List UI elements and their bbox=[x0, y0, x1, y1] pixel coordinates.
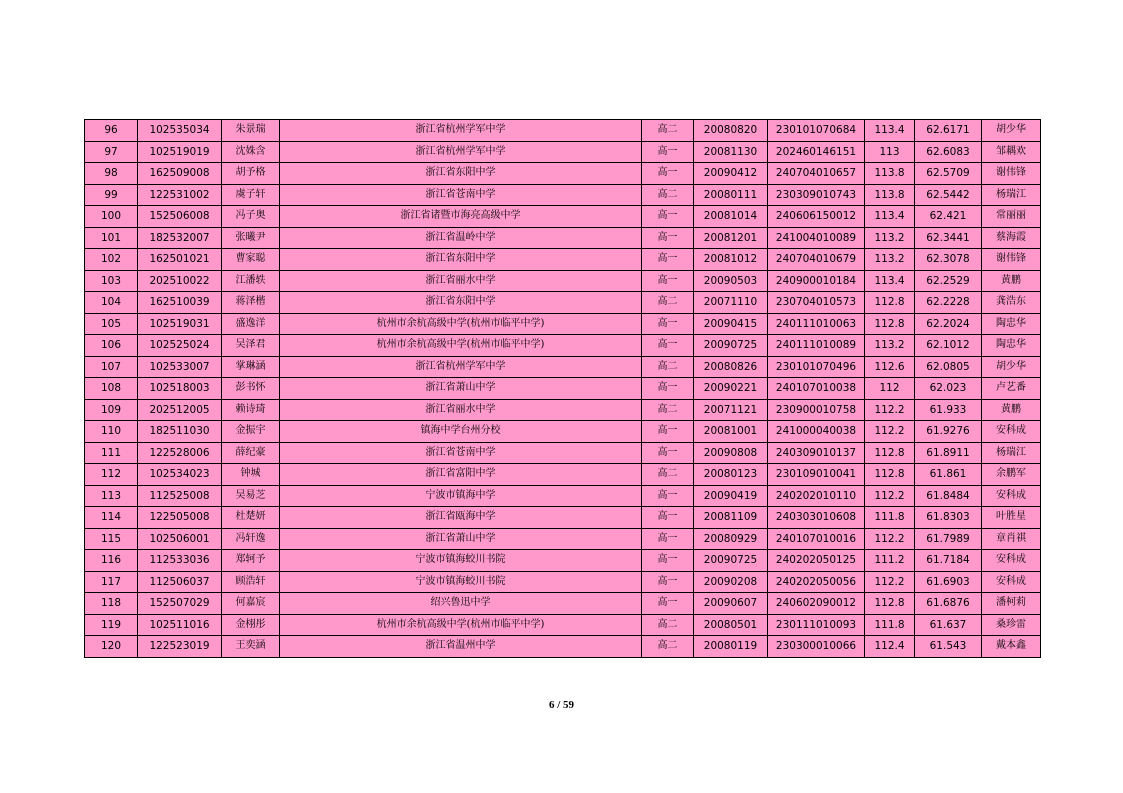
score-cell: 112.8 bbox=[865, 313, 915, 335]
name-cell: 金振宇 bbox=[222, 421, 280, 443]
grade-cell: 高一 bbox=[642, 550, 694, 572]
name-cell: 何嘉宸 bbox=[222, 593, 280, 615]
teacher-cell: 章肖祺 bbox=[982, 528, 1041, 550]
score-cell: 113.4 bbox=[865, 206, 915, 228]
score-cell: 112.2 bbox=[865, 399, 915, 421]
exam-number-cell: 240704010679 bbox=[768, 249, 865, 271]
rank-cell: 105 bbox=[85, 313, 138, 335]
teacher-cell: 卢艺番 bbox=[982, 378, 1041, 400]
score-cell: 113.2 bbox=[865, 249, 915, 271]
name-cell: 冯子奥 bbox=[222, 206, 280, 228]
id-cell: 122528006 bbox=[138, 442, 222, 464]
teacher-cell: 蔡海霞 bbox=[982, 227, 1041, 249]
birthdate-cell: 20090221 bbox=[694, 378, 768, 400]
school-cell: 浙江省杭州学军中学 bbox=[280, 356, 642, 378]
rank-cell: 96 bbox=[85, 120, 138, 142]
grade-cell: 高一 bbox=[642, 141, 694, 163]
school-cell: 杭州市余杭高级中学(杭州市临平中学) bbox=[280, 335, 642, 357]
rank-cell: 109 bbox=[85, 399, 138, 421]
exam-number-cell: 240202050125 bbox=[768, 550, 865, 572]
rank-cell: 120 bbox=[85, 636, 138, 658]
score-cell: 112.8 bbox=[865, 292, 915, 314]
table-body bbox=[85, 120, 1041, 658]
teacher-cell: 余鹏军 bbox=[982, 464, 1041, 486]
exam-number-cell: 241004010089 bbox=[768, 227, 865, 249]
score-cell: 112.2 bbox=[865, 571, 915, 593]
birthdate-cell: 20090208 bbox=[694, 571, 768, 593]
total-score-cell: 61.8303 bbox=[915, 507, 982, 529]
name-cell: 胡予格 bbox=[222, 163, 280, 185]
total-score-cell: 62.6171 bbox=[915, 120, 982, 142]
grade-cell: 高一 bbox=[642, 227, 694, 249]
rank-cell: 110 bbox=[85, 421, 138, 443]
score-cell: 112.6 bbox=[865, 356, 915, 378]
teacher-cell: 谢伟锋 bbox=[982, 163, 1041, 185]
table-row bbox=[85, 485, 1041, 507]
name-cell: 张曦尹 bbox=[222, 227, 280, 249]
birthdate-cell: 20080119 bbox=[694, 636, 768, 658]
grade-cell: 高一 bbox=[642, 507, 694, 529]
birthdate-cell: 20081012 bbox=[694, 249, 768, 271]
name-cell: 王奕涵 bbox=[222, 636, 280, 658]
birthdate-cell: 20081130 bbox=[694, 141, 768, 163]
name-cell: 掌琳涵 bbox=[222, 356, 280, 378]
id-cell: 102535034 bbox=[138, 120, 222, 142]
grade-cell: 高一 bbox=[642, 163, 694, 185]
page-number: 6 / 59 bbox=[548, 699, 575, 711]
teacher-cell: 安科成 bbox=[982, 550, 1041, 572]
teacher-cell: 杨瑞江 bbox=[982, 184, 1041, 206]
table-row bbox=[85, 335, 1041, 357]
school-cell: 浙江省东阳中学 bbox=[280, 292, 642, 314]
total-score-cell: 62.023 bbox=[915, 378, 982, 400]
total-score-cell: 62.5709 bbox=[915, 163, 982, 185]
total-score-cell: 61.6876 bbox=[915, 593, 982, 615]
exam-number-cell: 230111010093 bbox=[768, 614, 865, 636]
table-row bbox=[85, 270, 1041, 292]
teacher-cell: 杨瑞江 bbox=[982, 442, 1041, 464]
table-row bbox=[85, 141, 1041, 163]
exam-number-cell: 202460146151 bbox=[768, 141, 865, 163]
table-row bbox=[85, 227, 1041, 249]
teacher-cell: 邹耦欢 bbox=[982, 141, 1041, 163]
id-cell: 202512005 bbox=[138, 399, 222, 421]
table-row bbox=[85, 636, 1041, 658]
school-cell: 宁波市镇海蛟川书院 bbox=[280, 571, 642, 593]
grade-cell: 高一 bbox=[642, 571, 694, 593]
rank-cell: 112 bbox=[85, 464, 138, 486]
birthdate-cell: 20090415 bbox=[694, 313, 768, 335]
score-cell: 111.8 bbox=[865, 614, 915, 636]
teacher-cell: 龚浩东 bbox=[982, 292, 1041, 314]
table-row bbox=[85, 249, 1041, 271]
school-cell: 杭州市余杭高级中学(杭州市临平中学) bbox=[280, 313, 642, 335]
birthdate-cell: 20090725 bbox=[694, 335, 768, 357]
grade-cell: 高二 bbox=[642, 464, 694, 486]
school-cell: 浙江省东阳中学 bbox=[280, 249, 642, 271]
id-cell: 102519031 bbox=[138, 313, 222, 335]
total-score-cell: 62.3078 bbox=[915, 249, 982, 271]
grade-cell: 高一 bbox=[642, 270, 694, 292]
table-row bbox=[85, 184, 1041, 206]
id-cell: 152507029 bbox=[138, 593, 222, 615]
exam-number-cell: 230109010041 bbox=[768, 464, 865, 486]
exam-number-cell: 230309010743 bbox=[768, 184, 865, 206]
rank-cell: 119 bbox=[85, 614, 138, 636]
score-cell: 112.8 bbox=[865, 593, 915, 615]
exam-number-cell: 240606150012 bbox=[768, 206, 865, 228]
table-row bbox=[85, 399, 1041, 421]
score-cell: 112.8 bbox=[865, 442, 915, 464]
table-row bbox=[85, 356, 1041, 378]
exam-number-cell: 230101070684 bbox=[768, 120, 865, 142]
teacher-cell: 叶胜星 bbox=[982, 507, 1041, 529]
total-score-cell: 62.1012 bbox=[915, 335, 982, 357]
table-row bbox=[85, 120, 1041, 142]
total-score-cell: 62.6083 bbox=[915, 141, 982, 163]
exam-number-cell: 240900010184 bbox=[768, 270, 865, 292]
total-score-cell: 61.9276 bbox=[915, 421, 982, 443]
exam-number-cell: 230101070496 bbox=[768, 356, 865, 378]
name-cell: 薛纪豪 bbox=[222, 442, 280, 464]
birthdate-cell: 20080820 bbox=[694, 120, 768, 142]
score-cell: 112.8 bbox=[865, 464, 915, 486]
school-cell: 镇海中学台州分校 bbox=[280, 421, 642, 443]
id-cell: 162501021 bbox=[138, 249, 222, 271]
teacher-cell: 陶忠华 bbox=[982, 335, 1041, 357]
exam-number-cell: 240202010110 bbox=[768, 485, 865, 507]
id-cell: 102506001 bbox=[138, 528, 222, 550]
exam-number-cell: 240704010657 bbox=[768, 163, 865, 185]
school-cell: 浙江省富阳中学 bbox=[280, 464, 642, 486]
birthdate-cell: 20081014 bbox=[694, 206, 768, 228]
grade-cell: 高二 bbox=[642, 292, 694, 314]
school-cell: 绍兴鲁迅中学 bbox=[280, 593, 642, 615]
score-cell: 111.8 bbox=[865, 507, 915, 529]
id-cell: 112506037 bbox=[138, 571, 222, 593]
exam-number-cell: 240107010038 bbox=[768, 378, 865, 400]
birthdate-cell: 20080826 bbox=[694, 356, 768, 378]
exam-number-cell: 240602090012 bbox=[768, 593, 865, 615]
score-cell: 113.2 bbox=[865, 335, 915, 357]
id-cell: 112533036 bbox=[138, 550, 222, 572]
exam-number-cell: 240107010016 bbox=[768, 528, 865, 550]
rank-cell: 116 bbox=[85, 550, 138, 572]
score-cell: 112.4 bbox=[865, 636, 915, 658]
rank-cell: 102 bbox=[85, 249, 138, 271]
grade-cell: 高二 bbox=[642, 120, 694, 142]
school-cell: 浙江省温州中学 bbox=[280, 636, 642, 658]
grade-cell: 高二 bbox=[642, 636, 694, 658]
rank-cell: 111 bbox=[85, 442, 138, 464]
total-score-cell: 61.6903 bbox=[915, 571, 982, 593]
grade-cell: 高一 bbox=[642, 335, 694, 357]
teacher-cell: 胡少华 bbox=[982, 120, 1041, 142]
school-cell: 宁波市镇海中学 bbox=[280, 485, 642, 507]
table-row bbox=[85, 313, 1041, 335]
table-row bbox=[85, 571, 1041, 593]
total-score-cell: 61.543 bbox=[915, 636, 982, 658]
id-cell: 122523019 bbox=[138, 636, 222, 658]
table-row bbox=[85, 421, 1041, 443]
teacher-cell: 黄鹏 bbox=[982, 399, 1041, 421]
score-cell: 112.2 bbox=[865, 485, 915, 507]
table-row bbox=[85, 464, 1041, 486]
score-cell: 113.8 bbox=[865, 163, 915, 185]
birthdate-cell: 20080123 bbox=[694, 464, 768, 486]
score-cell: 113 bbox=[865, 141, 915, 163]
birthdate-cell: 20090412 bbox=[694, 163, 768, 185]
total-score-cell: 62.0805 bbox=[915, 356, 982, 378]
teacher-cell: 谢伟锋 bbox=[982, 249, 1041, 271]
score-cell: 112.2 bbox=[865, 528, 915, 550]
score-cell: 111.2 bbox=[865, 550, 915, 572]
school-cell: 浙江省瓯海中学 bbox=[280, 507, 642, 529]
name-cell: 吴泽君 bbox=[222, 335, 280, 357]
exam-number-cell: 240202050056 bbox=[768, 571, 865, 593]
name-cell: 江潘轶 bbox=[222, 270, 280, 292]
teacher-cell: 胡少华 bbox=[982, 356, 1041, 378]
rank-cell: 117 bbox=[85, 571, 138, 593]
rank-cell: 115 bbox=[85, 528, 138, 550]
rank-cell: 113 bbox=[85, 485, 138, 507]
id-cell: 182511030 bbox=[138, 421, 222, 443]
grade-cell: 高一 bbox=[642, 206, 694, 228]
total-score-cell: 62.421 bbox=[915, 206, 982, 228]
birthdate-cell: 20090503 bbox=[694, 270, 768, 292]
school-cell: 浙江省温岭中学 bbox=[280, 227, 642, 249]
birthdate-cell: 20090419 bbox=[694, 485, 768, 507]
exam-number-cell: 240111010063 bbox=[768, 313, 865, 335]
grade-cell: 高一 bbox=[642, 378, 694, 400]
birthdate-cell: 20071121 bbox=[694, 399, 768, 421]
birthdate-cell: 20090808 bbox=[694, 442, 768, 464]
name-cell: 郑轲予 bbox=[222, 550, 280, 572]
rank-cell: 107 bbox=[85, 356, 138, 378]
total-score-cell: 62.3441 bbox=[915, 227, 982, 249]
birthdate-cell: 20080501 bbox=[694, 614, 768, 636]
id-cell: 102525024 bbox=[138, 335, 222, 357]
name-cell: 杜楚妍 bbox=[222, 507, 280, 529]
teacher-cell: 安科成 bbox=[982, 485, 1041, 507]
exam-number-cell: 240309010137 bbox=[768, 442, 865, 464]
rank-cell: 104 bbox=[85, 292, 138, 314]
table-row bbox=[85, 593, 1041, 615]
table-row bbox=[85, 378, 1041, 400]
rank-cell: 98 bbox=[85, 163, 138, 185]
birthdate-cell: 20080111 bbox=[694, 184, 768, 206]
table-row bbox=[85, 528, 1041, 550]
grade-cell: 高一 bbox=[642, 421, 694, 443]
school-cell: 浙江省萧山中学 bbox=[280, 378, 642, 400]
score-cell: 113.4 bbox=[865, 120, 915, 142]
table-row bbox=[85, 206, 1041, 228]
id-cell: 102534023 bbox=[138, 464, 222, 486]
total-score-cell: 62.5442 bbox=[915, 184, 982, 206]
teacher-cell: 安科成 bbox=[982, 571, 1041, 593]
grade-cell: 高二 bbox=[642, 399, 694, 421]
id-cell: 152506008 bbox=[138, 206, 222, 228]
exam-number-cell: 240303010608 bbox=[768, 507, 865, 529]
grade-cell: 高二 bbox=[642, 614, 694, 636]
grade-cell: 高一 bbox=[642, 528, 694, 550]
rank-cell: 114 bbox=[85, 507, 138, 529]
birthdate-cell: 20071110 bbox=[694, 292, 768, 314]
birthdate-cell: 20081109 bbox=[694, 507, 768, 529]
rank-cell: 103 bbox=[85, 270, 138, 292]
name-cell: 盛逸洋 bbox=[222, 313, 280, 335]
rank-cell: 118 bbox=[85, 593, 138, 615]
school-cell: 宁波市镇海蛟川书院 bbox=[280, 550, 642, 572]
rank-cell: 97 bbox=[85, 141, 138, 163]
table-row bbox=[85, 292, 1041, 314]
id-cell: 102511016 bbox=[138, 614, 222, 636]
birthdate-cell: 20090607 bbox=[694, 593, 768, 615]
school-cell: 浙江省苍南中学 bbox=[280, 442, 642, 464]
teacher-cell: 陶忠华 bbox=[982, 313, 1041, 335]
name-cell: 冯轩逸 bbox=[222, 528, 280, 550]
rank-cell: 100 bbox=[85, 206, 138, 228]
grade-cell: 高一 bbox=[642, 313, 694, 335]
score-cell: 112.2 bbox=[865, 421, 915, 443]
name-cell: 曹家聪 bbox=[222, 249, 280, 271]
exam-number-cell: 230300010066 bbox=[768, 636, 865, 658]
total-score-cell: 62.2024 bbox=[915, 313, 982, 335]
grade-cell: 高二 bbox=[642, 184, 694, 206]
school-cell: 浙江省诸暨市海亮高级中学 bbox=[280, 206, 642, 228]
birthdate-cell: 20081001 bbox=[694, 421, 768, 443]
name-cell: 蒋泽楷 bbox=[222, 292, 280, 314]
table-row bbox=[85, 507, 1041, 529]
total-score-cell: 61.8484 bbox=[915, 485, 982, 507]
id-cell: 182532007 bbox=[138, 227, 222, 249]
school-cell: 浙江省杭州学军中学 bbox=[280, 141, 642, 163]
total-score-cell: 61.933 bbox=[915, 399, 982, 421]
name-cell: 朱景瑞 bbox=[222, 120, 280, 142]
birthdate-cell: 20081201 bbox=[694, 227, 768, 249]
exam-number-cell: 241000040038 bbox=[768, 421, 865, 443]
total-score-cell: 61.7989 bbox=[915, 528, 982, 550]
rank-cell: 106 bbox=[85, 335, 138, 357]
name-cell: 钟城 bbox=[222, 464, 280, 486]
total-score-cell: 62.2529 bbox=[915, 270, 982, 292]
birthdate-cell: 20090725 bbox=[694, 550, 768, 572]
id-cell: 162510039 bbox=[138, 292, 222, 314]
rank-cell: 101 bbox=[85, 227, 138, 249]
total-score-cell: 62.2228 bbox=[915, 292, 982, 314]
teacher-cell: 常丽丽 bbox=[982, 206, 1041, 228]
grade-cell: 高一 bbox=[642, 593, 694, 615]
score-cell: 113.8 bbox=[865, 184, 915, 206]
name-cell: 虞子轩 bbox=[222, 184, 280, 206]
rank-cell: 108 bbox=[85, 378, 138, 400]
id-cell: 102518003 bbox=[138, 378, 222, 400]
id-cell: 102519019 bbox=[138, 141, 222, 163]
school-cell: 浙江省杭州学军中学 bbox=[280, 120, 642, 142]
id-cell: 162509008 bbox=[138, 163, 222, 185]
rank-cell: 99 bbox=[85, 184, 138, 206]
id-cell: 122505008 bbox=[138, 507, 222, 529]
teacher-cell: 潘柯莉 bbox=[982, 593, 1041, 615]
school-cell: 浙江省丽水中学 bbox=[280, 270, 642, 292]
grade-cell: 高一 bbox=[642, 249, 694, 271]
school-cell: 浙江省萧山中学 bbox=[280, 528, 642, 550]
school-cell: 浙江省苍南中学 bbox=[280, 184, 642, 206]
score-cell: 112 bbox=[865, 378, 915, 400]
id-cell: 102533007 bbox=[138, 356, 222, 378]
teacher-cell: 戴本鑫 bbox=[982, 636, 1041, 658]
table-row bbox=[85, 614, 1041, 636]
exam-number-cell: 230704010573 bbox=[768, 292, 865, 314]
total-score-cell: 61.7184 bbox=[915, 550, 982, 572]
table-row bbox=[85, 163, 1041, 185]
name-cell: 赖诗琦 bbox=[222, 399, 280, 421]
teacher-cell: 桑珍雷 bbox=[982, 614, 1041, 636]
id-cell: 202510022 bbox=[138, 270, 222, 292]
total-score-cell: 61.637 bbox=[915, 614, 982, 636]
table-row bbox=[85, 442, 1041, 464]
exam-number-cell: 230900010758 bbox=[768, 399, 865, 421]
school-cell: 浙江省丽水中学 bbox=[280, 399, 642, 421]
table-row bbox=[85, 550, 1041, 572]
grade-cell: 高一 bbox=[642, 442, 694, 464]
id-cell: 112525008 bbox=[138, 485, 222, 507]
school-cell: 杭州市余杭高级中学(杭州市临平中学) bbox=[280, 614, 642, 636]
school-cell: 浙江省东阳中学 bbox=[280, 163, 642, 185]
grade-cell: 高二 bbox=[642, 356, 694, 378]
name-cell: 沈姝含 bbox=[222, 141, 280, 163]
birthdate-cell: 20080929 bbox=[694, 528, 768, 550]
total-score-cell: 61.861 bbox=[915, 464, 982, 486]
teacher-cell: 安科成 bbox=[982, 421, 1041, 443]
score-cell: 113.2 bbox=[865, 227, 915, 249]
name-cell: 吴易芝 bbox=[222, 485, 280, 507]
name-cell: 顾浩轩 bbox=[222, 571, 280, 593]
exam-number-cell: 240111010089 bbox=[768, 335, 865, 357]
name-cell: 金栩彤 bbox=[222, 614, 280, 636]
id-cell: 122531002 bbox=[138, 184, 222, 206]
score-cell: 113.4 bbox=[865, 270, 915, 292]
grade-cell: 高一 bbox=[642, 485, 694, 507]
ranking-table bbox=[84, 119, 1041, 658]
total-score-cell: 61.8911 bbox=[915, 442, 982, 464]
name-cell: 彭书怀 bbox=[222, 378, 280, 400]
teacher-cell: 黄鹏 bbox=[982, 270, 1041, 292]
